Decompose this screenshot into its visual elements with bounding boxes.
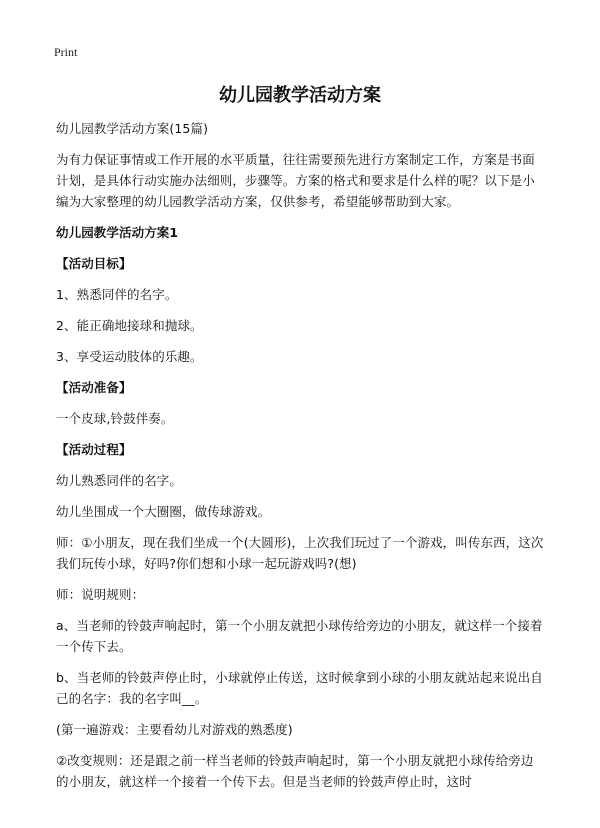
process-paragraph: b、当老师的铃鼓声停止时，小球就停止传送，这时候拿到小球的小朋友就站起来说出自己的名字：我的名字叫__。: [56, 670, 543, 706]
prep-heading: 【活动准备】: [56, 380, 132, 395]
process-heading: 【活动过程】: [56, 442, 132, 457]
goal-item: 2、能正确地接球和抛球。: [56, 318, 203, 333]
section-title: 幼儿园教学活动方案1: [56, 225, 179, 240]
process-paragraph: (第一遍游戏：主要看幼儿对游戏的熟悉度): [56, 722, 293, 737]
process-paragraph: 师：说明规则：: [56, 587, 145, 602]
page-title: 幼儿园教学活动方案: [219, 85, 381, 106]
document-subtitle: 幼儿园教学活动方案(15篇): [56, 121, 209, 136]
process-paragraph: ②改变规则：还是跟之前一样当老师的铃鼓声响起时，第一个小朋友就把小球传给旁边的小朋友，就这样一个接着一个传下去。但是当老师的铃鼓声停止时，这时: [56, 753, 534, 789]
goal-item: 1、熟悉同伴的名字。: [56, 287, 178, 302]
prep-text: 一个皮球,铃鼓伴奏。: [56, 411, 174, 426]
process-paragraph: 师：①小朋友，现在我们坐成一个(大圆形)，上次我们玩过了一个游戏，叫传东西，这次我们玩传小球，好吗?你们想和小球一起玩游戏吗?(想): [56, 535, 544, 571]
process-paragraph: 幼儿坐围成一个大圈圈，做传球游戏。: [56, 504, 271, 519]
goal-item: 3、享受运动肢体的乐趣。: [56, 349, 203, 364]
process-paragraph: 幼儿熟悉同伴的名字。: [56, 473, 183, 488]
intro-paragraph: 为有力保证事情或工作开展的水平质量，往往需要预先进行方案制定工作，方案是书面计划，是具体行动实施办法细则，步骤等。方案的格式和要求是什么样的呢？以下是小编为大家整理的幼儿园教学活动方案，仅供参考，希望能够帮助到大家。: [56, 152, 535, 209]
process-paragraph: a、当老师的铃鼓声响起时，第一个小朋友就把小球传给旁边的小朋友，就这样一个接着一个传下去。: [56, 618, 543, 654]
print-link[interactable]: Print: [54, 45, 78, 59]
goals-heading: 【活动目标】: [56, 256, 132, 271]
